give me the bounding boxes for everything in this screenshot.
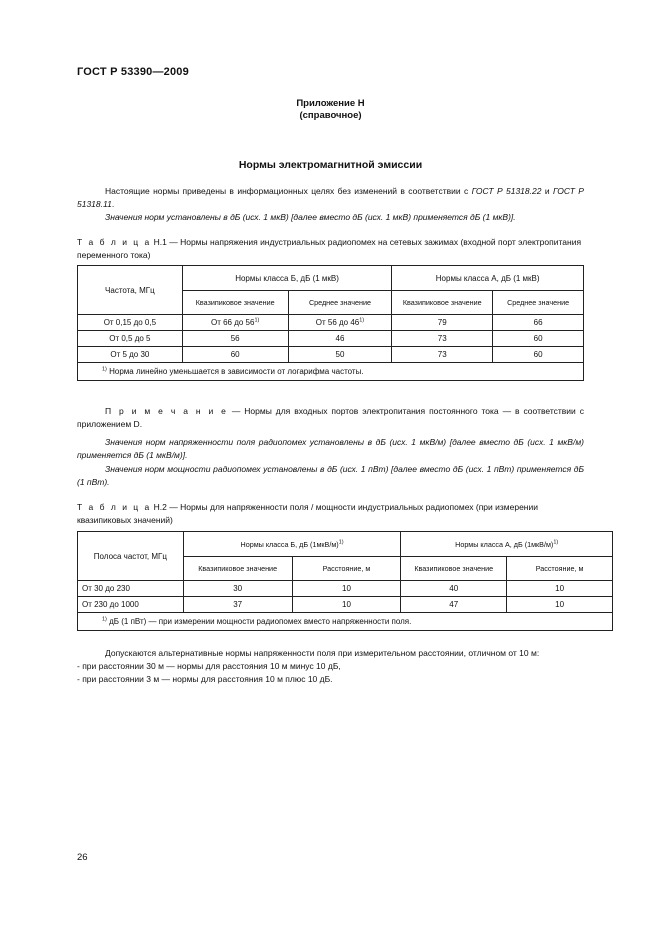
sub-header: Среднее значение [493, 291, 584, 315]
cell-value: От 56 до 46 [315, 318, 360, 327]
table-row [78, 597, 613, 613]
cell: 73 [392, 331, 493, 347]
cell: 73 [392, 347, 493, 363]
document-id: ГОСТ Р 53390—2009 [77, 66, 189, 78]
footnote-ref: 1) [359, 317, 365, 324]
list-item: - при расстоянии 3 м — нормы для расстояния 10 м плюс 10 дБ. [77, 674, 333, 684]
cell: От 230 до 1000 [78, 597, 184, 613]
footnote-mark: 1) [102, 366, 107, 373]
appendix-subtitle: (справочное) [299, 110, 362, 121]
cell: 47 [401, 597, 507, 613]
cell [288, 315, 392, 331]
cell: 60 [493, 331, 584, 347]
alternative-norms-paragraph: Допускаются альтернативные нормы напряженности поля при измерительном расстоянии, отличном от 10 м: [105, 648, 540, 658]
intro-text: . [111, 199, 115, 209]
standard-reference: ГОСТ Р 51318.22 [471, 186, 542, 196]
group-header-class-a: Нормы класса А, дБ (1 мкВ) [392, 266, 584, 291]
col-header-frequency: Частота, МГц [78, 266, 183, 315]
cell [182, 315, 288, 331]
footnote-text: дБ (1 пВт) — при измерении мощности радиопомех вместо напряженности поля. [106, 617, 412, 626]
intro-paragraph [77, 185, 584, 211]
sub-header: Среднее значение [288, 291, 392, 315]
group-header-class-a [401, 532, 613, 557]
col-header-frequency-band: Полоса частот, МГц [78, 532, 184, 581]
group-header-class-b [183, 532, 401, 557]
cell: 60 [493, 347, 584, 363]
intro-text: Настоящие нормы приведены в информационных целях без изменений в соответствии с [105, 186, 472, 196]
cell: 50 [288, 347, 392, 363]
page-number: 26 [77, 852, 88, 863]
caption-text: Н.2 — Нормы для напряженности поля / мощности индустриальных радиопомех (при измерении квазипиковых значений) [77, 502, 538, 525]
cell: 10 [292, 581, 401, 597]
caption-prefix: Т а б л и ц а [77, 237, 152, 247]
sub-header: Квазипиковое значение [182, 291, 288, 315]
cell: 10 [507, 597, 613, 613]
cell: 46 [288, 331, 392, 347]
caption-text: Н.1 — Нормы напряжения индустриальных радиопомех на сетевых зажимах (входной порт электропитания переменного тока) [77, 237, 582, 260]
sub-header: Квазипиковое значение [392, 291, 493, 315]
sub-header: Расстояние, м [292, 557, 401, 581]
cell: 40 [401, 581, 507, 597]
cell: 10 [292, 597, 401, 613]
units-paragraph: Значения норм установлены в дБ (исх. 1 мкВ) [далее вместо дБ (исх. 1 мкВ) применяется дБ (1 мкВ)]. [105, 212, 516, 222]
cell: 37 [183, 597, 292, 613]
table-row [78, 347, 584, 363]
cell: 56 [182, 331, 288, 347]
field-strength-paragraph: Значения норм напряженности поля радиопомех установлены в дБ (исх. 1 мкВ/м) [далее вместо дБ (исх. 1 мкВ/м) применяется дБ (1 мкВ/м)]. [77, 437, 584, 460]
footnote-mark: 1) [102, 616, 107, 623]
table-row [78, 331, 584, 347]
sub-header: Квазипиковое значение [401, 557, 507, 581]
standard-reference: ГОСТ Р 51318.11 [77, 186, 584, 209]
table-h1 [77, 265, 584, 381]
cell: От 0,5 до 5 [78, 331, 183, 347]
table-row [78, 315, 584, 331]
group-header-class-b: Нормы класса Б, дБ (1 мкВ) [182, 266, 392, 291]
cell: 60 [182, 347, 288, 363]
list-item: - при расстоянии 30 м — нормы для расстояния 10 м минус 10 дБ, [77, 661, 341, 671]
table-row [78, 581, 613, 597]
table1-note [77, 405, 584, 431]
note-label: П р и м е ч а н и е [105, 406, 228, 416]
table-h2 [77, 531, 613, 631]
sub-header: Расстояние, м [507, 557, 613, 581]
group-header-text: Нормы класса Б, дБ (1мкВ/м) [240, 539, 339, 549]
cell: От 0,15 до 0,5 [78, 315, 183, 331]
table-footnote [78, 613, 613, 631]
cell-value: От 66 до 56 [210, 318, 255, 327]
table2-caption [77, 501, 584, 527]
footnote-ref: 1) [338, 539, 344, 546]
table-footnote [78, 363, 584, 381]
cell: 30 [183, 581, 292, 597]
cell: От 5 до 30 [78, 347, 183, 363]
cell: 79 [392, 315, 493, 331]
footnote-ref: 1) [254, 317, 260, 324]
table1-caption [77, 236, 584, 262]
appendix-title: Приложение Н [296, 98, 365, 109]
group-header-text: Нормы класса А, дБ (1мкВ/м) [455, 539, 554, 549]
cell: 66 [493, 315, 584, 331]
section-title: Нормы электромагнитной эмиссии [238, 159, 423, 171]
caption-prefix: Т а б л и ц а [77, 502, 152, 512]
cell: 10 [507, 581, 613, 597]
cell: От 30 до 230 [78, 581, 184, 597]
note-text: — Нормы для входных портов электропитания постоянного тока — в соответствии с приложением D. [77, 406, 584, 429]
footnote-text: Норма линейно уменьшается в зависимости от логарифма частоты. [106, 367, 364, 376]
footnote-ref: 1) [553, 539, 559, 546]
sub-header: Квазипиковое значение [183, 557, 292, 581]
power-paragraph: Значения норм мощности радиопомех установлены в дБ (исх. 1 пВт) [далее вместо дБ (исх. 1 пВт) применяется дБ (1 пВт). [77, 464, 584, 487]
intro-text: и [541, 186, 553, 196]
